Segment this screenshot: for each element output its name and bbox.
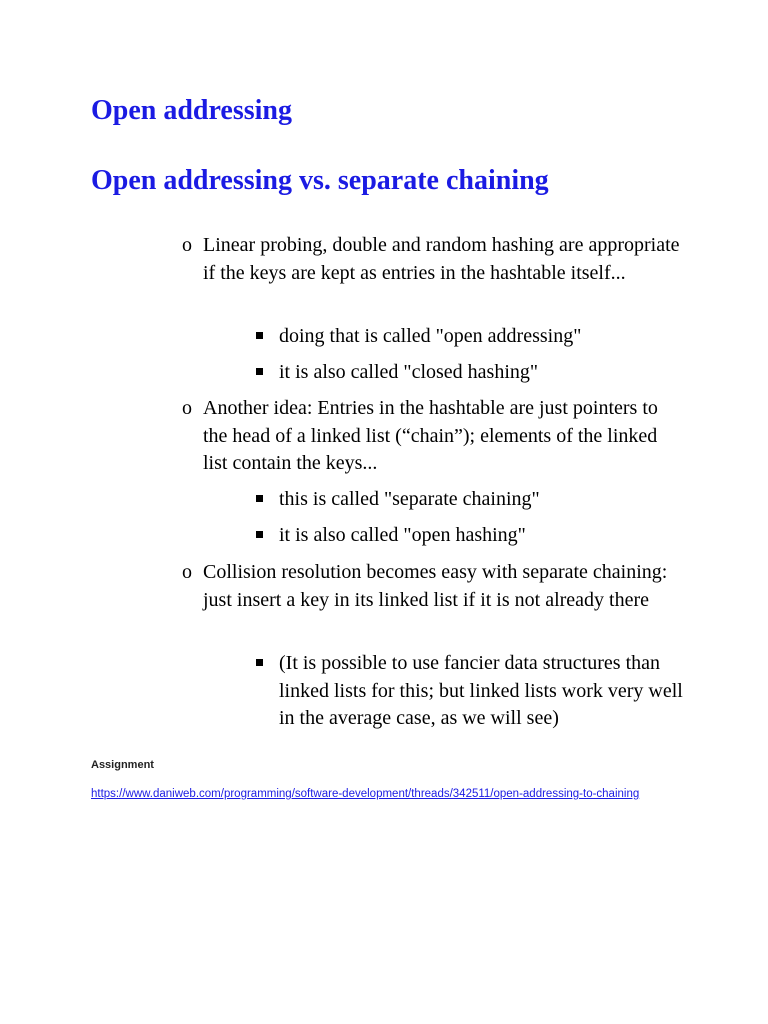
sub-list-item bbox=[255, 522, 685, 550]
sub-list-item-text: this is called "separate chaining" bbox=[279, 488, 540, 510]
sub-list-item bbox=[255, 323, 685, 351]
square-bullet-icon bbox=[256, 659, 263, 666]
circle-bullet-icon: o bbox=[182, 561, 192, 583]
list-item bbox=[182, 232, 682, 287]
sub-list-item-text: it is also called "open hashing" bbox=[279, 524, 526, 546]
sub-list-item bbox=[255, 650, 685, 733]
sub-list-item-text: (It is possible to use fancier data structures than linked lists for this; but linked lists work very well in the average case, as we will see) bbox=[279, 652, 683, 729]
list-item-text: Collision resolution becomes easy with separate chaining: just insert a key in its linked list if it is not already there bbox=[203, 561, 668, 611]
heading-open-addressing: Open addressing bbox=[91, 95, 292, 126]
square-bullet-icon bbox=[256, 495, 263, 502]
heading-open-addressing-vs-separate-chaining: Open addressing vs. separate chaining bbox=[91, 165, 549, 196]
list-item-text: Linear probing, double and random hashing are appropriate if the keys are kept as entries in the hashtable itself... bbox=[203, 234, 680, 284]
square-bullet-icon bbox=[256, 368, 263, 375]
circle-bullet-icon: o bbox=[182, 234, 192, 256]
list-item bbox=[182, 559, 682, 614]
list-item-text: Another idea: Entries in the hashtable are just pointers to the head of a linked list (“chain”); elements of the linked list contain the keys... bbox=[203, 397, 658, 474]
sub-list-item bbox=[255, 359, 685, 387]
square-bullet-icon bbox=[256, 332, 263, 339]
sub-list-item-text: it is also called "closed hashing" bbox=[279, 361, 539, 383]
sub-list-item-text: doing that is called "open addressing" bbox=[279, 325, 582, 347]
circle-bullet-icon: o bbox=[182, 397, 192, 419]
square-bullet-icon bbox=[256, 531, 263, 538]
sub-list-item bbox=[255, 486, 685, 514]
assignment-link[interactable]: https://www.daniweb.com/programming/software-development/threads/342511/open-addressing-to-chaining bbox=[91, 788, 640, 800]
assignment-label: Assignment bbox=[91, 759, 154, 771]
list-item bbox=[182, 395, 682, 478]
